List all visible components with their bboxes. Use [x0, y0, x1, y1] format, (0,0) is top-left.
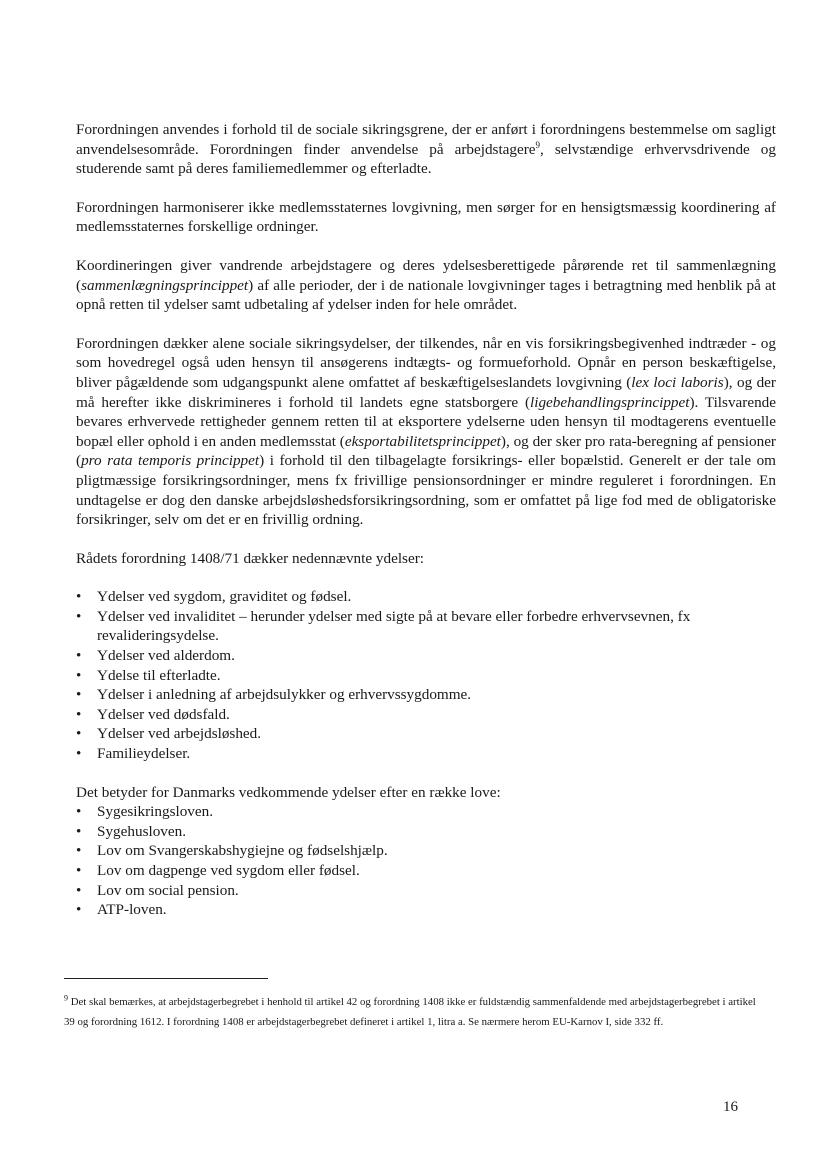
- list-item: [76, 666, 776, 686]
- list-item-text: Ydelser ved sygdom, graviditet og fødsel.: [97, 588, 352, 606]
- list-item: [76, 744, 776, 764]
- page-number: 16: [723, 1099, 738, 1115]
- body-paragraph: [76, 120, 776, 179]
- bullet-icon: •: [76, 725, 82, 743]
- text-run: Forordningen anvendes i forhold til de sociale sikringsgrene, der er anført i forordningens bestemmelse om sagligt anvendelsesområde. Forordningen finder anvendelse på arbejdstagere: [76, 121, 776, 158]
- bullet-icon: •: [76, 803, 82, 821]
- list-item: [76, 861, 776, 881]
- footnote-divider: [64, 978, 268, 979]
- list-item: [76, 685, 776, 705]
- text-run: ), og der sker pro rata-beregning af pensioner (: [76, 432, 776, 470]
- list-item-text: Ydelser ved arbejdsløshed.: [97, 725, 262, 743]
- italic-term: ligebehandlingsprincippet: [530, 393, 690, 411]
- list-item: [76, 881, 776, 901]
- italic-term: sammenlægningsprincippet: [81, 276, 249, 294]
- list-item: [76, 900, 776, 920]
- list-item-text: Ydelser i anledning af arbejdsulykker og erhvervssygdomme.: [97, 686, 472, 704]
- benefits-list: [76, 587, 776, 763]
- bullet-icon: •: [76, 862, 82, 879]
- list-item-text: Ydelse til efterladte.: [97, 666, 221, 684]
- text-run: ) af alle perioder, der i de nationale lovgivninger tages i betragtning med henblik på at opnå retten til ydelser samt udbetaling af ydelser inden for hele området.: [76, 276, 776, 314]
- bullet-icon: •: [76, 901, 82, 919]
- list-item: [76, 646, 776, 666]
- list1-intro: Rådets forordning 1408/71 dækker nedennævnte ydelser:: [76, 549, 424, 567]
- list-item: [76, 802, 776, 822]
- bullet-icon: •: [76, 588, 82, 606]
- text-run: ). Tilsvarende bevares erhvervede rettigheder gennem retten til at eksportere ydelserne uden hensyn til modtagerens eventuelle bopæl eller ophold i en anden medlemsstat (: [76, 393, 777, 450]
- text-run: Forordningen harmoniserer ikke medlemsstaternes lovgivning, men sørger for en hensigtsmæssig koordinering af medlemsstaternes forskellige ordninger.: [76, 198, 776, 236]
- text-run: Forordningen dækker alene sociale sikringsydelser, der tilkendes, når en vis forsikringsbegivenhed indtræder - og som hovedregel også uden hensyn til ansøgerens indtægts- og formueforhold. Opnår en person beskæftigelse, bliver pågældende som udgangspunkt alene omfattet af beskæftigelseslandets lovgivning (: [76, 334, 776, 391]
- text-run: ), og der må herefter ikke diskrimineres i forhold til landets egne statsborgere (: [76, 373, 776, 411]
- italic-term: eksportabilitetsprincippet: [344, 432, 501, 450]
- body-paragraph: [76, 256, 776, 315]
- list-item: [76, 822, 776, 842]
- text-run: ) i forhold til den tilbagelagte forsikrings- eller bopælstid. Generelt er der tale om pligtmæssige forsikringsordninger, mens fx frivillige pensionsordninger er mindre reguleret i forordningen. En undtagelse er dog den danske arbejdsløshedsforsikringsordning, som er omfattet på lige fod med de obligatoriske forsikringer, selv om det er en frivillig ordning.: [76, 452, 776, 529]
- list-item-text: Sygehusloven.: [97, 822, 187, 840]
- list-item: [76, 587, 776, 607]
- body-paragraph: [76, 198, 776, 237]
- bullet-icon: •: [76, 842, 82, 860]
- list-item-text: Lov om dagpenge ved sygdom eller fødsel.: [97, 862, 360, 879]
- footnote-reference: 9: [535, 139, 541, 150]
- text-run: Koordineringen giver vandrende arbejdstagere og deres ydelsesberettigede pårørende ret til sammenlægning (: [76, 256, 776, 294]
- laws-list: [76, 802, 776, 920]
- bullet-icon: •: [76, 607, 82, 625]
- list-item: [76, 705, 776, 725]
- footnote-text: Det skal bemærkes, at arbejdstagerbegrebet i henhold til artikel 42 og forordning 1408 ikke er fuldstændig sammenfaldende med arbejdstagerbegrebet i artikel 39 og forordning 1612. I forordning 1408 er arbejdstagerbegrebet defineret i artikel 1, litra a. Se nærmere herom EU-Karnov I, side 332 ff.: [64, 996, 756, 1028]
- bullet-icon: •: [76, 745, 82, 763]
- list-item-text: Lov om Svangerskabshygiejne og fødselshjælp.: [97, 842, 388, 860]
- list-item-text: Ydelser ved invaliditet – herunder ydelser med sigte på at bevare eller forbedre erhvervsevnen, fx revalideringsydelse.: [97, 607, 691, 645]
- list-item: [76, 607, 776, 646]
- bullet-icon: •: [76, 881, 82, 899]
- list-item-text: Ydelser ved dødsfald.: [97, 705, 230, 723]
- body-paragraph: [76, 334, 776, 530]
- list-item-text: Sygesikringsloven.: [97, 803, 214, 821]
- bullet-icon: •: [76, 705, 82, 723]
- italic-term: pro rata temporis princippet: [81, 452, 260, 470]
- list-item-text: Ydelser ved alderdom.: [97, 647, 235, 665]
- list-item-text: Familieydelser.: [97, 745, 191, 763]
- bullet-icon: •: [76, 666, 82, 684]
- list-item: [76, 724, 776, 744]
- body-paragraphs: [76, 120, 776, 530]
- text-run: , selvstændige erhvervsdrivende og studerende samt på deres familiemedlemmer og efterladte.: [76, 140, 776, 178]
- list-item-text: ATP-loven.: [97, 901, 167, 919]
- bullet-icon: •: [76, 686, 82, 704]
- footnote: [64, 992, 764, 1032]
- bullet-icon: •: [76, 647, 82, 665]
- list-item: [76, 841, 776, 861]
- main-content: [76, 120, 776, 939]
- bullet-icon: •: [76, 822, 82, 840]
- footnote-marker: 9: [64, 993, 68, 1003]
- list-item-text: Lov om social pension.: [97, 881, 239, 899]
- italic-term: lex loci laboris: [631, 373, 724, 391]
- list2-intro: Det betyder for Danmarks vedkommende ydelser efter en række love:: [76, 783, 501, 801]
